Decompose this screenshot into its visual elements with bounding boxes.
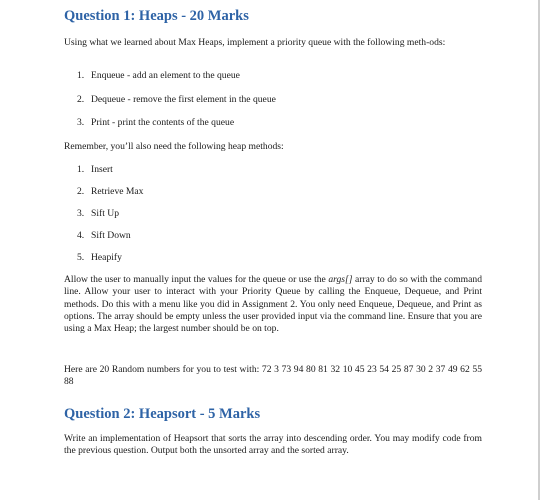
question-1-heading: Question 1: Heaps - 20 Marks bbox=[64, 8, 249, 24]
list-number: 1. bbox=[77, 164, 85, 175]
args-array-reference: args[] bbox=[328, 274, 353, 285]
instructions-text-after: array to do so with the command line. Allow your user to interact with your Priority Queue by calling the Enqueue, Dequeue, and Print methods. Do this with a menu like you did in Assignment 2. You only need Enqueue, Dequeue, and Print as options. The array should be empty unless the user provided input via the command line. Ensure that you are using a Max Heap; the largest number should be on top. bbox=[64, 274, 482, 335]
list-number: 5. bbox=[77, 252, 85, 263]
list-item bbox=[77, 186, 143, 198]
question-1-intro: Using what we learned about Max Heaps, implement a priority queue with the following meth-ods: bbox=[64, 37, 446, 48]
list-item bbox=[77, 164, 113, 176]
list-item bbox=[77, 70, 240, 82]
list-number: 2. bbox=[77, 186, 85, 197]
list-text: Sift Down bbox=[91, 230, 131, 241]
question-1-instructions bbox=[64, 274, 482, 335]
instructions-text-before: Allow the user to manually input the values for the queue or use the bbox=[64, 274, 329, 285]
list-item bbox=[77, 252, 122, 264]
list-number: 4. bbox=[77, 230, 85, 241]
list-number: 3. bbox=[77, 208, 85, 219]
list-text: Enqueue - add an element to the queue bbox=[91, 70, 240, 81]
heap-methods-reminder: Remember, you’ll also need the following heap methods: bbox=[64, 141, 284, 152]
list-item bbox=[77, 230, 131, 242]
list-text: Dequeue - remove the first element in the queue bbox=[91, 94, 276, 105]
list-text: Print - print the contents of the queue bbox=[91, 117, 235, 128]
list-text: Heapify bbox=[91, 252, 122, 263]
question-2-body: Write an implementation of Heapsort that sorts the array into descending order. You may modify code from the previous question. Output both the unsorted array and the sorted array. bbox=[64, 433, 482, 457]
list-item bbox=[77, 117, 234, 129]
list-number: 3. bbox=[77, 117, 85, 128]
question-2-heading: Question 2: Heapsort - 5 Marks bbox=[64, 406, 261, 422]
list-number: 2. bbox=[77, 94, 85, 105]
list-text: Sift Up bbox=[91, 208, 119, 219]
list-text: Insert bbox=[91, 164, 113, 175]
test-numbers-paragraph: Here are 20 Random numbers for you to test with: 72 3 73 94 80 81 32 10 45 23 54 25 87 30 2 37 49 62 55 88 bbox=[64, 364, 482, 388]
list-number: 1. bbox=[77, 70, 85, 81]
list-item bbox=[77, 94, 276, 106]
list-item bbox=[77, 208, 119, 220]
list-text: Retrieve Max bbox=[91, 186, 144, 197]
